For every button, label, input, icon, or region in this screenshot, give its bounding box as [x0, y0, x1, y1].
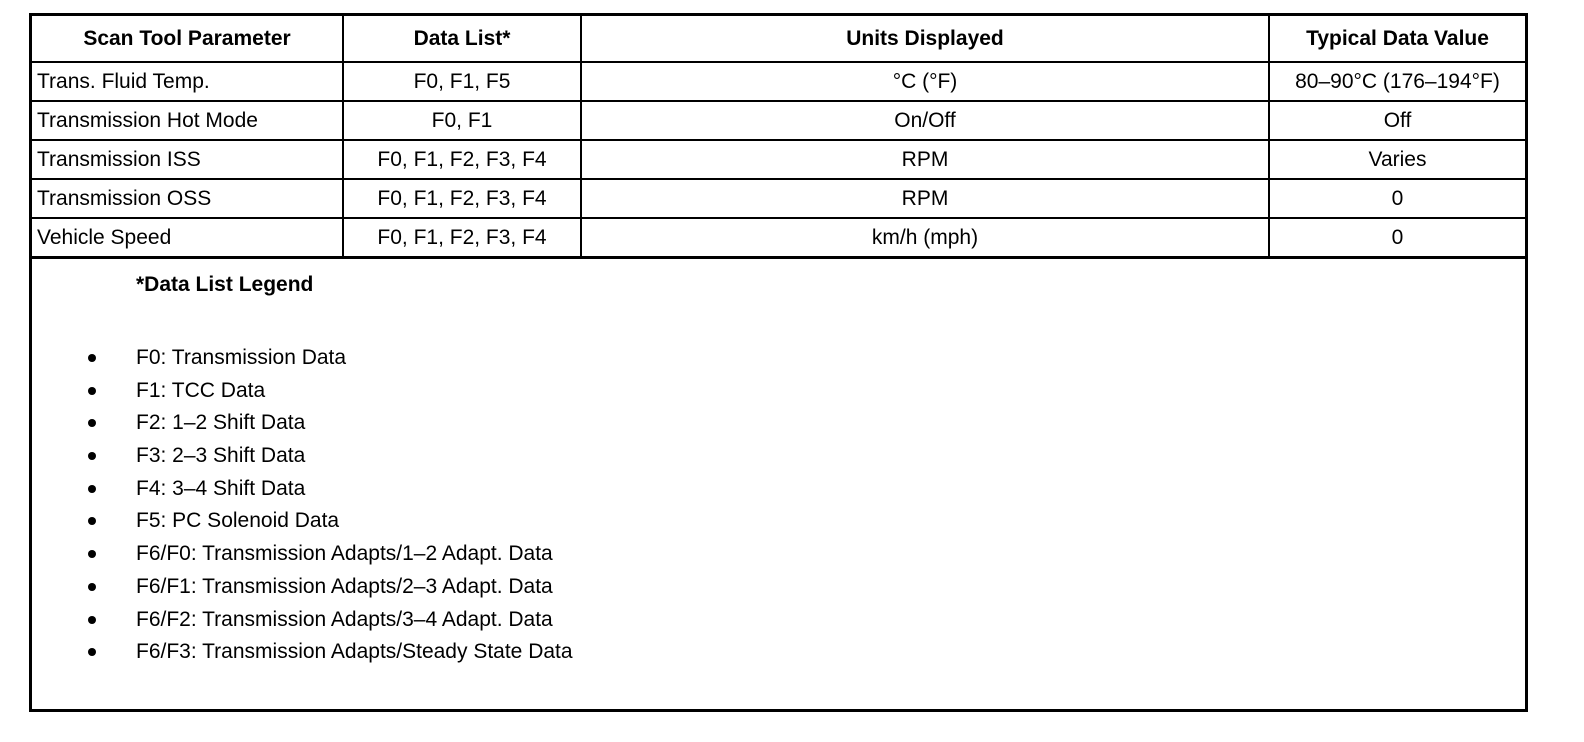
cell-typical-value: Off	[1269, 101, 1525, 140]
list-item	[32, 342, 573, 375]
column-header-data-list: Data List*	[343, 16, 581, 62]
table-row	[32, 62, 1525, 101]
bullet-icon	[88, 517, 96, 525]
legend-item-text: F2: 1–2 Shift Data	[136, 411, 306, 435]
list-item	[32, 604, 573, 637]
cell-data-list: F0, F1, F2, F3, F4	[343, 218, 581, 258]
legend-item-text: F6/F0: Transmission Adapts/1–2 Adapt. Data	[136, 542, 553, 566]
list-item	[32, 407, 573, 440]
cell-units: RPM	[581, 179, 1269, 218]
cell-parameter: Transmission Hot Mode	[32, 101, 343, 140]
cell-units: RPM	[581, 140, 1269, 179]
cell-units: °C (°F)	[581, 62, 1269, 101]
cell-parameter: Trans. Fluid Temp.	[32, 62, 343, 101]
legend-item-text: F3: 2–3 Shift Data	[136, 444, 306, 468]
column-header-units-displayed: Units Displayed	[581, 16, 1269, 62]
bullet-icon	[88, 452, 96, 460]
cell-typical-value: 80–90°C (176–194°F)	[1269, 62, 1525, 101]
legend-title: *Data List Legend	[136, 273, 314, 296]
cell-data-list: F0, F1, F2, F3, F4	[343, 179, 581, 218]
legend-item-text: F6/F3: Transmission Adapts/Steady State Data	[136, 640, 573, 664]
cell-typical-value: Varies	[1269, 140, 1525, 179]
list-item	[32, 505, 573, 538]
column-header-typical-data-value: Typical Data Value	[1269, 16, 1525, 62]
cell-units: On/Off	[581, 101, 1269, 140]
cell-parameter: Transmission OSS	[32, 179, 343, 218]
table-row	[32, 101, 1525, 140]
bullet-icon	[88, 387, 96, 395]
list-item	[32, 375, 573, 408]
bullet-icon	[88, 485, 96, 493]
legend-item-text: F6/F1: Transmission Adapts/2–3 Adapt. Data	[136, 574, 553, 598]
cell-parameter: Vehicle Speed	[32, 218, 343, 258]
column-header-scan-tool-parameter: Scan Tool Parameter	[32, 16, 343, 62]
cell-parameter: Transmission ISS	[32, 140, 343, 179]
cell-data-list: F0, F1, F5	[343, 62, 581, 101]
list-item	[32, 473, 573, 506]
cell-units: km/h (mph)	[581, 218, 1269, 258]
legend-item-text: F5: PC Solenoid Data	[136, 509, 340, 533]
legend-item-text: F4: 3–4 Shift Data	[136, 476, 306, 500]
document-frame	[29, 13, 1528, 712]
list-item	[32, 538, 573, 571]
list-item	[32, 571, 573, 604]
cell-data-list: F0, F1	[343, 101, 581, 140]
bullet-icon	[88, 354, 96, 362]
legend-list	[32, 342, 573, 669]
table-header-row	[32, 16, 1525, 62]
table-row	[32, 218, 1525, 258]
bullet-icon	[88, 616, 96, 624]
cell-typical-value: 0	[1269, 218, 1525, 258]
bullet-icon	[88, 648, 96, 656]
cell-typical-value: 0	[1269, 179, 1525, 218]
table-row	[32, 140, 1525, 179]
legend-item-text: F0: Transmission Data	[136, 346, 347, 369]
cell-data-list: F0, F1, F2, F3, F4	[343, 140, 581, 179]
list-item	[32, 440, 573, 473]
legend-item-text: F1: TCC Data	[136, 378, 266, 402]
bullet-icon	[88, 419, 96, 427]
table-row	[32, 179, 1525, 218]
scan-tool-parameter-table	[32, 16, 1525, 259]
bullet-icon	[88, 550, 96, 558]
bullet-icon	[88, 583, 96, 591]
legend-item-text: F6/F2: Transmission Adapts/3–4 Adapt. Data	[136, 607, 553, 631]
list-item	[32, 636, 573, 669]
